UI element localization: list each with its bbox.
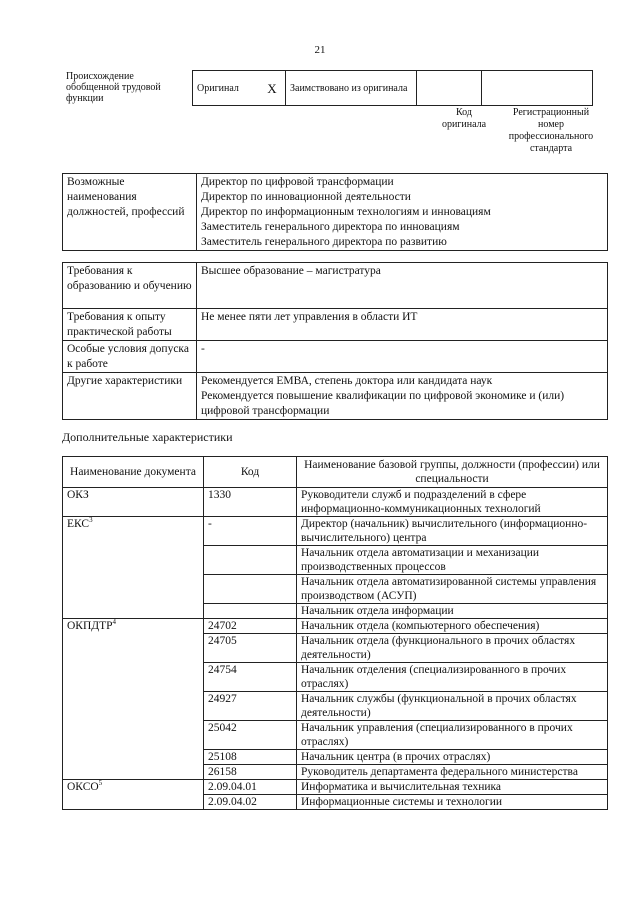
requirement-line: - [201,343,205,355]
code-cell [204,575,297,604]
positions-label: Возможные наименования должностей, профессий [63,174,197,251]
name-cell: Информатика и вычислительная техника [297,780,608,795]
positions-table [62,173,608,251]
name-cell: Начальник отдела (функционального в прочих областях деятельности) [297,634,608,663]
positions-list [197,174,608,251]
code-cell: 2.09.04.02 [204,795,297,810]
name-cell: Начальник отделения (специализированного в прочих отраслях) [297,663,608,692]
requirement-label: Другие характеристики [63,373,197,420]
original-cell: Оригинал [193,71,260,106]
name-cell: Директор (начальник) вычислительного (информационно-вычислительного) центра [297,517,608,546]
page-number: 21 [314,44,326,56]
doc-cell [63,488,204,517]
header-document: Наименование документа [63,457,204,488]
requirement-label: Требования к опыту практической работы [63,309,197,341]
footnote-ref: 4 [112,618,117,627]
code-cell: 25042 [204,721,297,750]
requirement-value [197,341,608,373]
code-cell: - [204,517,297,546]
code-cell: 26158 [204,765,297,780]
requirement-line: Рекомендуется повышение квалификации по цифровой экономике и (или) цифровой трансформации [201,390,565,417]
doc-cell [63,619,204,780]
requirement-label: Особые условия допуска к работе [63,341,197,373]
code-cell: 24754 [204,663,297,692]
requirement-value [197,309,608,341]
name-cell: Начальник службы (функциональной в прочих областях деятельности) [297,692,608,721]
requirement-value [197,373,608,420]
position-item: Директор по информационным технологиям и инновациям [201,206,491,218]
code-cell: 24705 [204,634,297,663]
requirement-line: Не менее пяти лет управления в области ИТ [201,311,418,323]
code-cell: 24927 [204,692,297,721]
requirements-table [62,262,608,420]
doc-name: ЕКС [67,518,90,530]
registration-number-label: Регистрационный номер профессионального стандарта [508,107,594,154]
code-cell: 25108 [204,750,297,765]
footnote-ref: 3 [89,516,93,525]
borrowed-cell: Заимствовано из оригинала [286,71,417,106]
doc-cell [63,517,204,619]
requirement-label: Требования к образованию и обучению [63,263,197,309]
code-cell: 2.09.04.01 [204,780,297,795]
name-cell: Начальник отдела автоматизации и механизации производственных процессов [297,546,608,575]
code-cell: 24702 [204,619,297,634]
requirement-value [197,263,608,309]
origin-table [192,70,593,106]
header-name: Наименование базовой группы, должности (профессии) или специальности [297,457,608,488]
requirement-line: Высшее образование – магистратура [201,265,381,277]
position-item: Директор по инновационной деятельности [201,191,411,203]
code-original-label: Код оригинала [441,107,487,130]
origin-label: Происхождение обобщенной трудовой функции [66,71,161,104]
position-item: Заместитель генерального директора по развитию [201,236,447,248]
name-cell: Информационные системы и технологии [297,795,608,810]
header-code: Код [204,457,297,488]
name-cell: Руководители служб и подразделений в сфере информационно-коммуникационных технологий [297,488,608,517]
original-mark: X [259,71,286,106]
name-cell: Начальник центра (в прочих отраслях) [297,750,608,765]
position-item: Заместитель генерального директора по инновациям [201,221,460,233]
doc-name: ОКПДТР [67,620,113,632]
code-cell [204,604,297,619]
name-cell: Начальник управления (специализированного в прочих отраслях) [297,721,608,750]
requirement-line: Рекомендуется ЕМВА, степень доктора или кандидата наук [201,375,493,387]
name-cell: Начальник отдела автоматизированной системы управления производством (АСУП) [297,575,608,604]
footnote-ref: 5 [98,779,103,788]
name-cell: Руководитель департамента федерального министерства [297,765,608,780]
code-cell [417,71,482,106]
reg-number-cell [482,71,593,106]
additional-characteristics-title: Дополнительные характеристики [62,430,233,444]
doc-name: ОКСО [67,781,99,793]
name-cell: Начальник отдела (компьютерного обеспечения) [297,619,608,634]
code-cell [204,546,297,575]
name-cell: Начальник отдела информации [297,604,608,619]
doc-name: ОКЗ [67,489,89,501]
doc-cell [63,780,204,810]
code-cell: 1330 [204,488,297,517]
additional-characteristics-table [62,456,608,810]
position-item: Директор по цифровой трансформации [201,176,394,188]
